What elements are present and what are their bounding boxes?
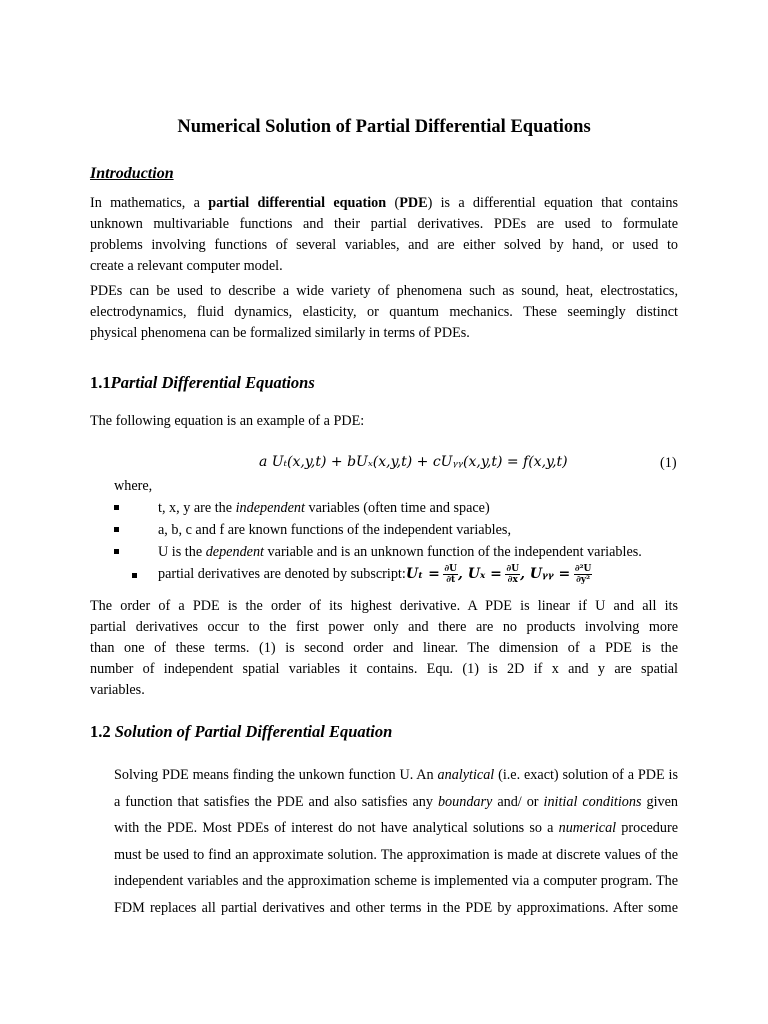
fraction-dU-dx: $\frac{\partial U}{\partial x}$ [506, 564, 520, 585]
solution-paragraph [114, 762, 678, 921]
intro-p2-line-2: electrodynamics, fluid dynamics, elasticity, or quantum mechanics. These seemingly distinct [90, 304, 678, 320]
document-title: Numerical Solution of Partial Differential Equations [177, 117, 591, 137]
pde-order-paragraph [90, 596, 678, 701]
solution-line-3: with the PDE. Most PDEs of interest do not have analytical solutions so a numerical procedure [114, 820, 678, 836]
bullet-dependent-variable: U is the dependent variable and is an unknown function of the independent variables. [114, 541, 642, 563]
intro-p2-line-3: physical phenomena can be formalized similarly in terms of PDEs. [90, 325, 470, 341]
where-label: where, [114, 478, 153, 494]
variable-bullet-list [114, 497, 642, 563]
solution-line-4: must be used to find an approximate solution. The approximation is made at discrete values of the [114, 846, 678, 863]
bullet-known-functions: a, b, c and f are known functions of the independent variables, [114, 519, 642, 541]
bullet-square-icon [114, 505, 119, 510]
solution-line-2: a function that satisfies the PDE and also satisfies any boundary and/ or initial conditions given [114, 793, 678, 810]
introduction-heading: Introduction [90, 165, 174, 182]
solution-line-5: independent variables and the approximation scheme is implemented via a computer program. The [114, 873, 678, 889]
section-1-1-heading: 1.1Partial Differential Equations [90, 373, 315, 392]
intro-p2-line-1: PDEs can be used to describe a wide variety of phenomena such as sound, heat, electrostatics, [90, 283, 678, 299]
bullet-independent-variables: t, x, y are the independent variables (often time and space) [114, 497, 642, 519]
bullet-square-icon [114, 527, 119, 532]
bullet-partial-derivatives: partial derivatives are denoted by subscript:Uₜ = $\frac{\partial U}{\partial t}$ , Uₓ = $\frac{\partial U}{\partial x}$ , Uᵧᵧ = $\frac{\text{∂²U}}{\text{∂y²}}$ [114, 564, 592, 585]
order-line-4: number of independent spatial variables it contains. Equ. (1) is 2D if x and y are spatial [90, 661, 678, 677]
order-line-3: than one of these terms. (1) is second order and linear. The dimension of a PDE is the [90, 640, 678, 656]
intro-p1-line-3: problems involving functions of several variables, and are either solved by hand, or used to [90, 237, 678, 253]
intro-p1-line-4: create a relevant computer model. [90, 258, 283, 274]
order-line-1: The order of a PDE is the order of its highest derivative. A PDE is linear if U and all its [90, 598, 678, 614]
pde-equation: a Uₜ(x,y,t) + bUₓ(x,y,t) + cUᵧᵧ(x,y,t) = f(x,y,t) [259, 454, 568, 470]
order-line-2: partial derivatives occur to the first power only and there are no products involving more [90, 619, 678, 635]
pde-example-lead: The following equation is an example of a PDE: [90, 413, 365, 429]
section-1-2-heading: 1.2 Solution of Partial Differential Equation [90, 722, 393, 741]
fraction-dU-dt: $\frac{\partial U}{\partial t}$ [444, 564, 458, 585]
bullet-square-icon [132, 573, 137, 578]
fraction-d2U-dy2: $\frac{\text{∂²U}}{\text{∂y²}}$ [574, 564, 592, 585]
order-line-5: variables. [90, 682, 145, 698]
intro-paragraph-2 [90, 281, 678, 344]
intro-paragraph-1 [90, 193, 678, 277]
bullet-square-icon [114, 549, 119, 554]
intro-p1-line-2: unknown multivariable functions and their partial derivatives. PDEs are used to formulate [90, 216, 678, 232]
solution-line-6: FDM replaces all partial derivatives and other terms in the PDE by approximations. After some [114, 899, 678, 916]
equation-number: (1) [660, 455, 677, 471]
intro-p1-line-1: In mathematics, a partial differential equation (PDE) is a differential equation that contains [90, 195, 678, 211]
solution-line-1: Solving PDE means finding the unkown function U. An analytical (i.e. exact) solution of a PDE is [114, 767, 679, 783]
